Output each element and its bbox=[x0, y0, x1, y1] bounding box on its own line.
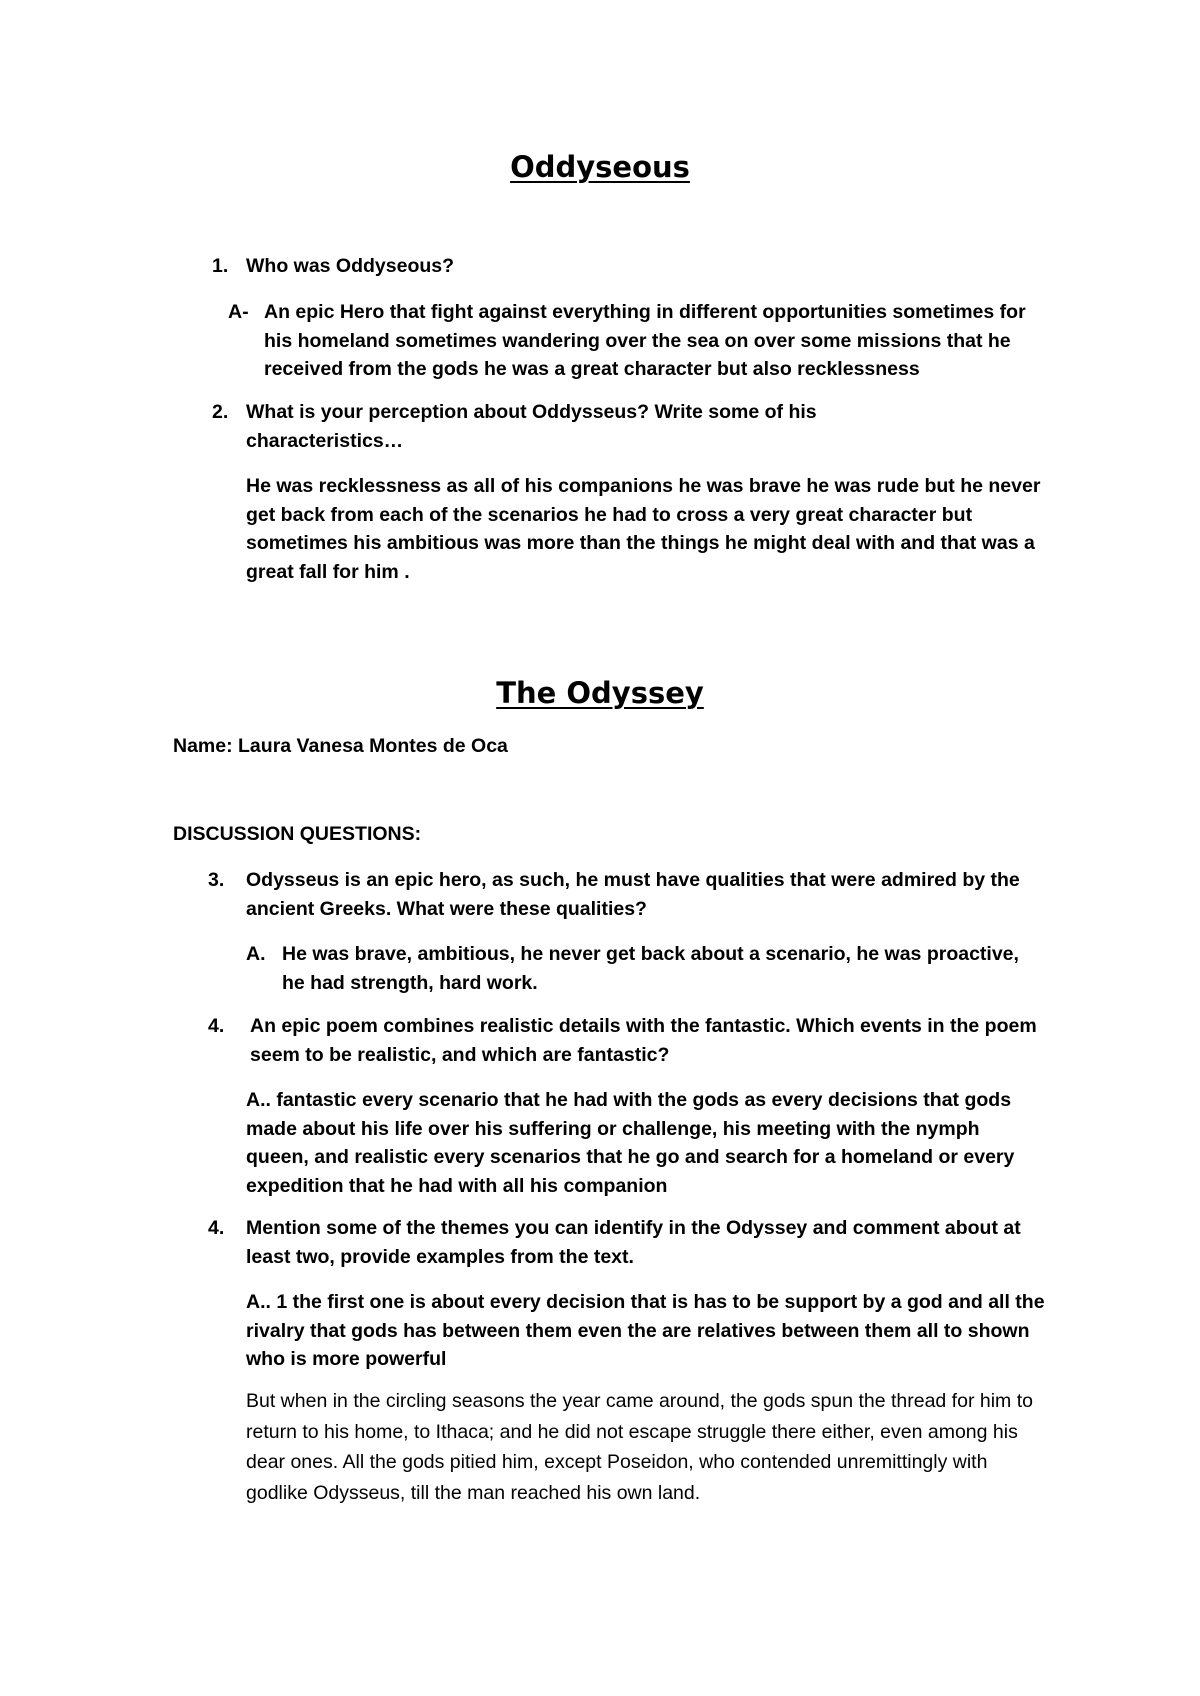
question-number: 1. bbox=[212, 255, 229, 277]
discussion-heading: DISCUSSION QUESTIONS: bbox=[173, 823, 422, 845]
question-number: 4. bbox=[208, 1015, 225, 1037]
question-text: Who was Oddyseous? bbox=[246, 255, 455, 277]
question-number: 3. bbox=[208, 869, 225, 891]
question-text: An epic poem combines realistic details with the fantastic. Which events in the poem seem to be realistic, and which are fantastic? bbox=[250, 1015, 1037, 1066]
answer-text: He was brave, ambitious, he never get back about a scenario, he was proactive, he had strength, hard work. bbox=[282, 943, 1019, 994]
section-title-the-odyssey: The Odyssey bbox=[496, 676, 704, 710]
question-text: Mention some of the themes you can identify in the Odyssey and comment about at least two, provide examples from the text. bbox=[246, 1217, 1021, 1268]
student-name: Name: Laura Vanesa Montes de Oca bbox=[173, 735, 508, 757]
answer-marker: A. bbox=[246, 943, 266, 965]
question-number: 2. bbox=[212, 401, 229, 423]
section-title-oddyseous: Oddyseous bbox=[510, 150, 690, 184]
question-number: 4. bbox=[208, 1217, 225, 1239]
answer-2: He was recklessness as all of his companions he was brave he was rude but he never get back from each of the scenarios he had to cross a very great character but sometimes his ambitious was more than the things he might deal with and that was a great fall for him . bbox=[246, 475, 1041, 583]
question-text: What is your perception about Oddysseus? Write some of his characteristics… bbox=[246, 401, 817, 452]
answer-4-themes: A.. 1 the first one is about every decision that is has to be support by a god and all the rivalry that gods has between them even the are relatives between them all to shown who is more powerful bbox=[246, 1291, 1045, 1370]
answer-4-realistic-fantastic: A.. fantastic every scenario that he had with the gods as every decisions that gods made about his life over his suffering or challenge, his meeting with the nymph queen, and realistic every scenarios that he go and search for a homeland or every expedition that he had with all his companion bbox=[246, 1089, 1015, 1197]
question-text: Odysseus is an epic hero, as such, he must have qualities that were admired by the ancient Greeks. What were these qualities? bbox=[246, 869, 1020, 920]
odyssey-quote: But when in the circling seasons the year came around, the gods spun the thread for him to return to his home, to Ithaca; and he did not escape struggle there either, even among his dear ones. All the gods pitied him, except Poseidon, who contended unremittingly with godlike Odysseus, till the man reached his own land. bbox=[246, 1390, 1033, 1504]
answer-text: An epic Hero that fight against everything in different opportunities sometimes for his homeland sometimes wandering over the sea on over some missions that he received from the gods he was a great character but also recklessness bbox=[264, 301, 1026, 380]
answer-marker: A- bbox=[228, 301, 249, 323]
